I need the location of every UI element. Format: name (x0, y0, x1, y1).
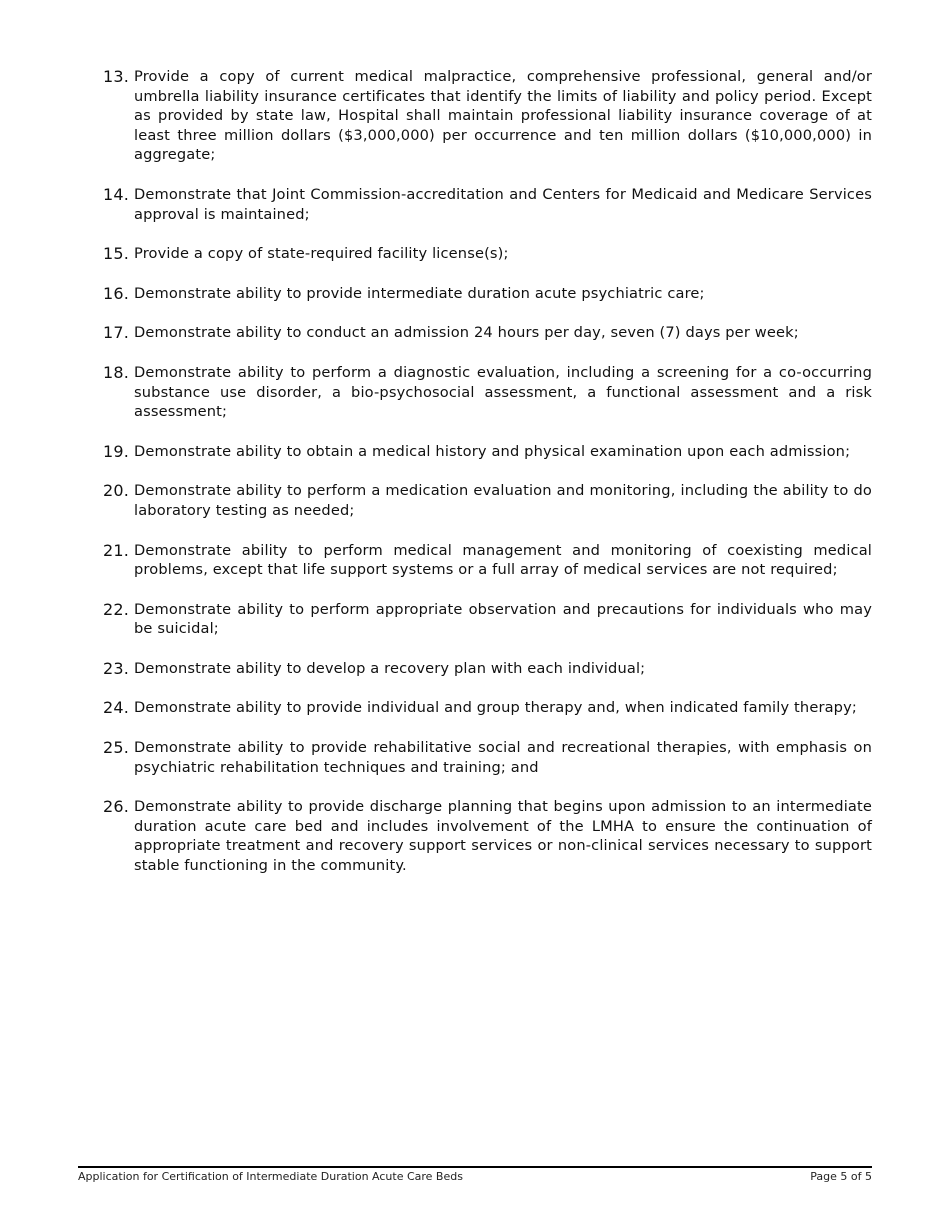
item-number: 18. (103, 362, 130, 382)
list-item (103, 797, 872, 875)
item-text: Provide a copy of current medical malpractice, comprehensive professional, general and/or umbrella liability insurance certificates that identify the limits of liability and policy period. Except as provided by state law, Hospital shall maintain professional liability insurance coverage of at least three million dollars ($3,000,000) per occurrence and ten million dollars ($10,000,000) in aggregate; (134, 68, 872, 164)
item-number: 20. (103, 481, 130, 501)
item-number: 22. (103, 599, 130, 619)
item-number: 23. (103, 658, 130, 678)
item-number: 13. (103, 67, 130, 86)
item-number: 19. (103, 441, 130, 461)
item-text: Demonstrate ability to conduct an admission 24 hours per day, seven (7) days per week; (134, 324, 799, 342)
item-text: Demonstrate ability to perform appropriate observation and precautions for individuals who may be suicidal; (134, 600, 872, 638)
item-text: Demonstrate ability to provide individual and group therapy and, when indicated family therapy; (134, 699, 857, 717)
item-text: Demonstrate ability to perform a diagnostic evaluation, including a screening for a co-occurring substance use disorder, a bio-psychosocial assessment, a functional assessment and a risk assessment; (134, 363, 872, 421)
item-text: Demonstrate ability to provide intermediate duration acute psychiatric care; (134, 284, 705, 302)
item-number: 14. (103, 184, 130, 204)
item-number: 17. (103, 323, 130, 343)
list-item (103, 363, 872, 422)
item-number: 15. (103, 244, 130, 264)
item-number: 21. (103, 540, 130, 560)
item-text: Demonstrate ability to provide rehabilitative social and recreational therapies, with emphasis on psychiatric rehabilitation techniques and training; and (134, 739, 872, 776)
item-text: Demonstrate ability to perform a medication evaluation and monitoring, including the ability to do laboratory testing as needed; (134, 482, 872, 519)
list-item (103, 541, 872, 580)
footer-document-title: Application for Certification of Intermediate Duration Acute Care Beds (78, 1170, 463, 1183)
item-number: 25. (103, 738, 130, 758)
list-item (103, 185, 872, 224)
item-text: Provide a copy of state-required facility license(s); (134, 245, 509, 263)
list-item (103, 481, 872, 520)
list-item (103, 738, 872, 777)
item-number: 26. (103, 797, 130, 817)
item-text: Demonstrate ability to obtain a medical history and physical examination upon each admission; (134, 442, 851, 460)
list-item (103, 600, 872, 639)
list-item (103, 284, 872, 304)
item-text: Demonstrate ability to provide discharge planning that begins upon admission to an intermediate duration acute care bed and includes involvement of the LMHA to ensure the continuation of appropriate treatment and recovery support services or non-clinical services necessary to support stable functioning in the community. (134, 798, 872, 875)
item-text: Demonstrate that Joint Commission-accreditation and Centers for Medicaid and Medicare Services approval is maintained; (134, 185, 872, 223)
item-text: Demonstrate ability to perform medical management and monitoring of coexisting medical problems, except that life support systems or a full array of medical services are not required; (134, 541, 872, 579)
footer-page-number: Page 5 of 5 (810, 1170, 872, 1183)
footer-divider (78, 1166, 872, 1168)
item-number: 16. (103, 283, 130, 303)
list-item (103, 323, 872, 343)
list-item (103, 442, 872, 462)
list-item (103, 698, 872, 718)
list-item (103, 659, 872, 679)
list-item (103, 67, 872, 165)
list-item (103, 244, 872, 264)
item-number: 24. (103, 698, 130, 718)
requirements-list (103, 67, 872, 896)
item-text: Demonstrate ability to develop a recovery plan with each individual; (134, 659, 646, 677)
